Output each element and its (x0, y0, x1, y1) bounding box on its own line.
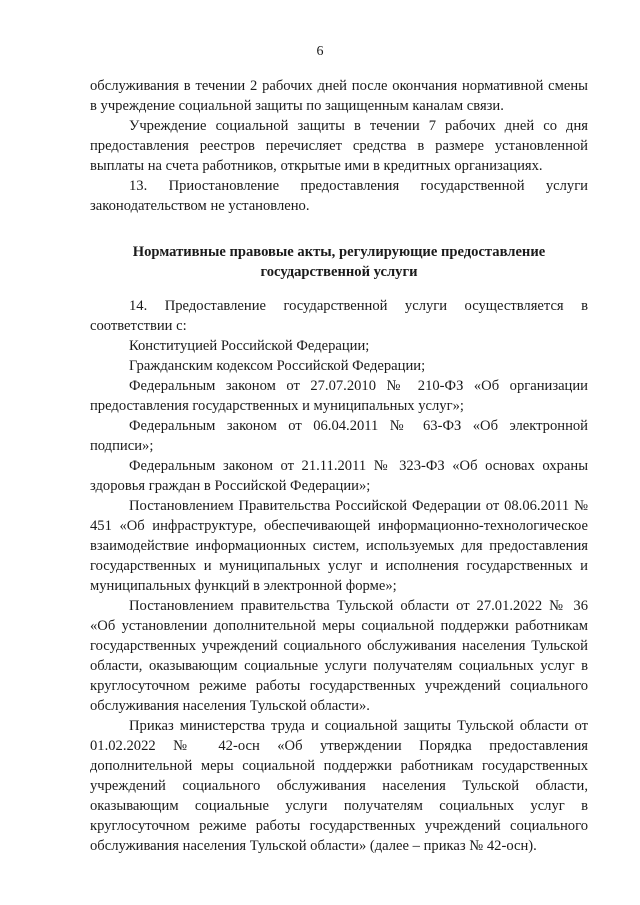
page-number: 6 (316, 44, 324, 59)
act-tula-resolution-36: Постановлением правительства Тульской области от 27.01.2022 № 36 «Об установлении дополнительной меры социальной поддержки работникам государственных учреждений социального обслуживания населения Тульской области, оказывающим социальные услуги получателям социальных услуг в круглосуточном режиме работы государственных учреждений социального обслуживания населения Тульской области». (90, 598, 588, 714)
act-ministry-order-42: Приказ министерства труда и социальной защиты Тульской области от 01.02.2022 № 42-осн «Об утверждении Порядка предоставления дополнительной меры социальной поддержки работникам государственных учреждений социального обслуживания населения Тульской области, оказывающим социальные услуги получателям социальных услуг в круглосуточном режиме работы государственных учреждений социального обслуживания населения Тульской области» (далее – приказ № 42-осн). (90, 718, 588, 854)
act-federal-law-210: Федеральным законом от 27.07.2010 № 210-ФЗ «Об организации предоставления государственных и муниципальных услуг»; (90, 378, 588, 414)
paragraph-14-basis: 14. Предоставление государственной услуги осуществляется в соответствии с: (90, 298, 588, 334)
act-federal-law-323: Федеральным законом от 21.11.2011 № 323-ФЗ «Об основах охраны здоровья граждан в Российской Федерации»; (90, 458, 588, 494)
act-civil-code: Гражданским кодексом Российской Федерации; (129, 358, 426, 374)
paragraph-continuation: обслуживания в течении 2 рабочих дней после окончания нормативной смены в учреждение социальной защиты по защищенным каналам связи. (90, 78, 588, 114)
act-government-resolution-451: Постановлением Правительства Российской Федерации от 08.06.2011 № 451 «Об инфраструктуре, обеспечивающей информационно-технологическое взаимодействие информационных систем, используемых для предоставления государственных и муниципальных услуг и исполнения государственных и муниципальных функций в электронной форме»; (90, 498, 588, 594)
paragraph-payment-transfer: Учреждение социальной защиты в течении 7 рабочих дней со дня предоставления реестров перечисляет средства в размере установленной выплаты на счета работников, открытые ими в кредитных организациях. (90, 118, 588, 174)
section-heading: Нормативные правовые акты, регулирующие предоставление государственной услуги (132, 244, 546, 280)
act-constitution: Конституцией Российской Федерации; (129, 338, 370, 354)
document-body (90, 76, 588, 856)
paragraph-13-suspension: 13. Приостановление предоставления государственной услуги законодательством не установлено. (90, 178, 588, 214)
act-federal-law-63: Федеральным законом от 06.04.2011 № 63-ФЗ «Об электронной подписи»; (90, 418, 588, 454)
